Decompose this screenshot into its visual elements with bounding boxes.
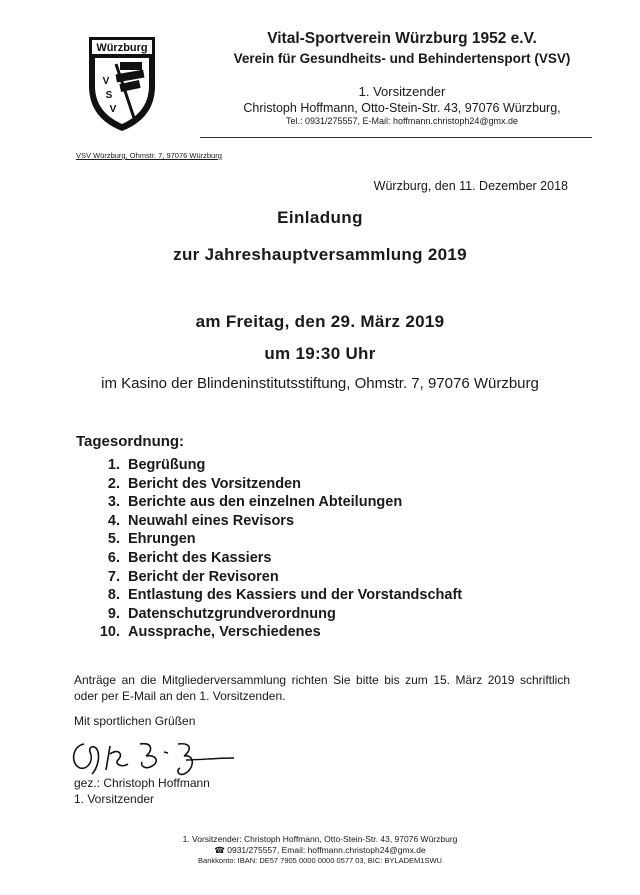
logo-letter-3: V [109, 104, 117, 115]
motion-note: Anträge an die Mitgliederversammlung richten Sie bitte bis zum 15. März 2019 schriftlich oder per E-Mail an den 1. Vorsitzenden. [74, 673, 570, 703]
agenda-item-number: 1. [107, 457, 120, 473]
org-subtitle: Verein für Gesundheits- und Behindertensport (VSV) [233, 51, 571, 66]
agenda-list [90, 456, 462, 642]
agenda-item [90, 475, 462, 494]
agenda-title: Tagesordnung: [76, 433, 185, 450]
agenda-item-text: Bericht des Vorsitzenden [128, 475, 301, 492]
logo-letter-1: V [102, 76, 110, 87]
handwritten-signature [66, 730, 236, 780]
agenda-item-number: 9. [107, 605, 120, 622]
chair-address: Christoph Hoffmann, Otto-Stein-Str. 43, 97076 Würzburg, [243, 101, 561, 115]
event-time: um 19:30 Uhr [264, 344, 376, 363]
letterhead-divider [200, 137, 592, 138]
agenda-item-number: 4. [107, 512, 120, 529]
agenda-item [90, 568, 462, 587]
invitation-title: Einladung [277, 208, 363, 227]
agenda-item-text: Berichte aus den einzelnen Abteilungen [128, 494, 403, 511]
agenda-item-text: Ehrungen [128, 531, 196, 548]
logo-letter-2: S [105, 90, 113, 101]
agenda-item-text: Bericht der Revisoren [128, 568, 279, 585]
event-date: am Freitag, den 29. März 2019 [195, 312, 445, 331]
closing-greeting: Mit sportlichen Grüßen [74, 714, 196, 728]
agenda-item-number: 8. [107, 587, 120, 604]
agenda-item-number: 7. [107, 568, 120, 585]
agenda-item [90, 512, 462, 531]
agenda-item [90, 623, 462, 642]
signer-role: 1. Vorsitzender [74, 792, 155, 806]
logo-text: Würzburg [96, 42, 148, 54]
agenda-item-text: Bericht des Kassiers [128, 549, 272, 566]
agenda-item [90, 456, 462, 475]
event-location: im Kasino der Blindeninstitutsstiftung, Ohmstr. 7, 97076 Würzburg [101, 375, 539, 392]
footer-address: 1. Vorsitzender: Christoph Hoffmann, Otto-Stein-Str. 43, 97076 Würzburg [182, 834, 458, 844]
club-logo [86, 34, 158, 134]
chair-title: 1. Vorsitzender [358, 84, 446, 99]
agenda-item-number: 6. [107, 549, 120, 566]
chair-contact: Tel.: 0931/275557, E-Mail: hoffmann.christoph24@gmx.de [285, 116, 519, 126]
letter-date: Würzburg, den 11. Dezember 2018 [373, 179, 568, 193]
agenda-item [90, 605, 462, 624]
agenda-item-text: Aussprache, Verschiedenes [128, 624, 321, 641]
signed-by: gez.: Christoph Hoffmann [74, 776, 210, 790]
agenda-item-number: 10. [99, 624, 120, 641]
agenda-item-number: 5. [107, 531, 120, 548]
agenda-item [90, 586, 462, 605]
agenda-item-number: 2. [107, 475, 120, 492]
agenda-item-text: Entlastung des Kassiers und der Vorstandschaft [128, 587, 463, 604]
agenda-item [90, 530, 462, 549]
footer-contact: ☎ 0931/275557, Email: hoffmann.christoph24@gmx.de [214, 845, 426, 855]
agenda-item [90, 549, 462, 568]
agenda-item [90, 493, 462, 512]
agenda-item-number: 3. [107, 494, 120, 511]
footer-bank-details: Bankkonto: IBAN: DE57 7905 0000 0000 0577 03, BIC: BYLADEM1SWU [198, 856, 442, 865]
invitation-subtitle: zur Jahreshauptversammlung 2019 [173, 245, 467, 264]
org-name: Vital-Sportverein Würzburg 1952 e.V. [267, 30, 537, 47]
agenda-item-text: Neuwahl eines Revisors [128, 512, 295, 529]
agenda-item-text: Begrüßung [128, 457, 206, 473]
sender-address-line: VSV Würzburg, Ohmstr. 7, 97076 Würzburg [76, 151, 222, 160]
agenda-item-text: Datenschutzgrundverordnung [128, 605, 336, 622]
